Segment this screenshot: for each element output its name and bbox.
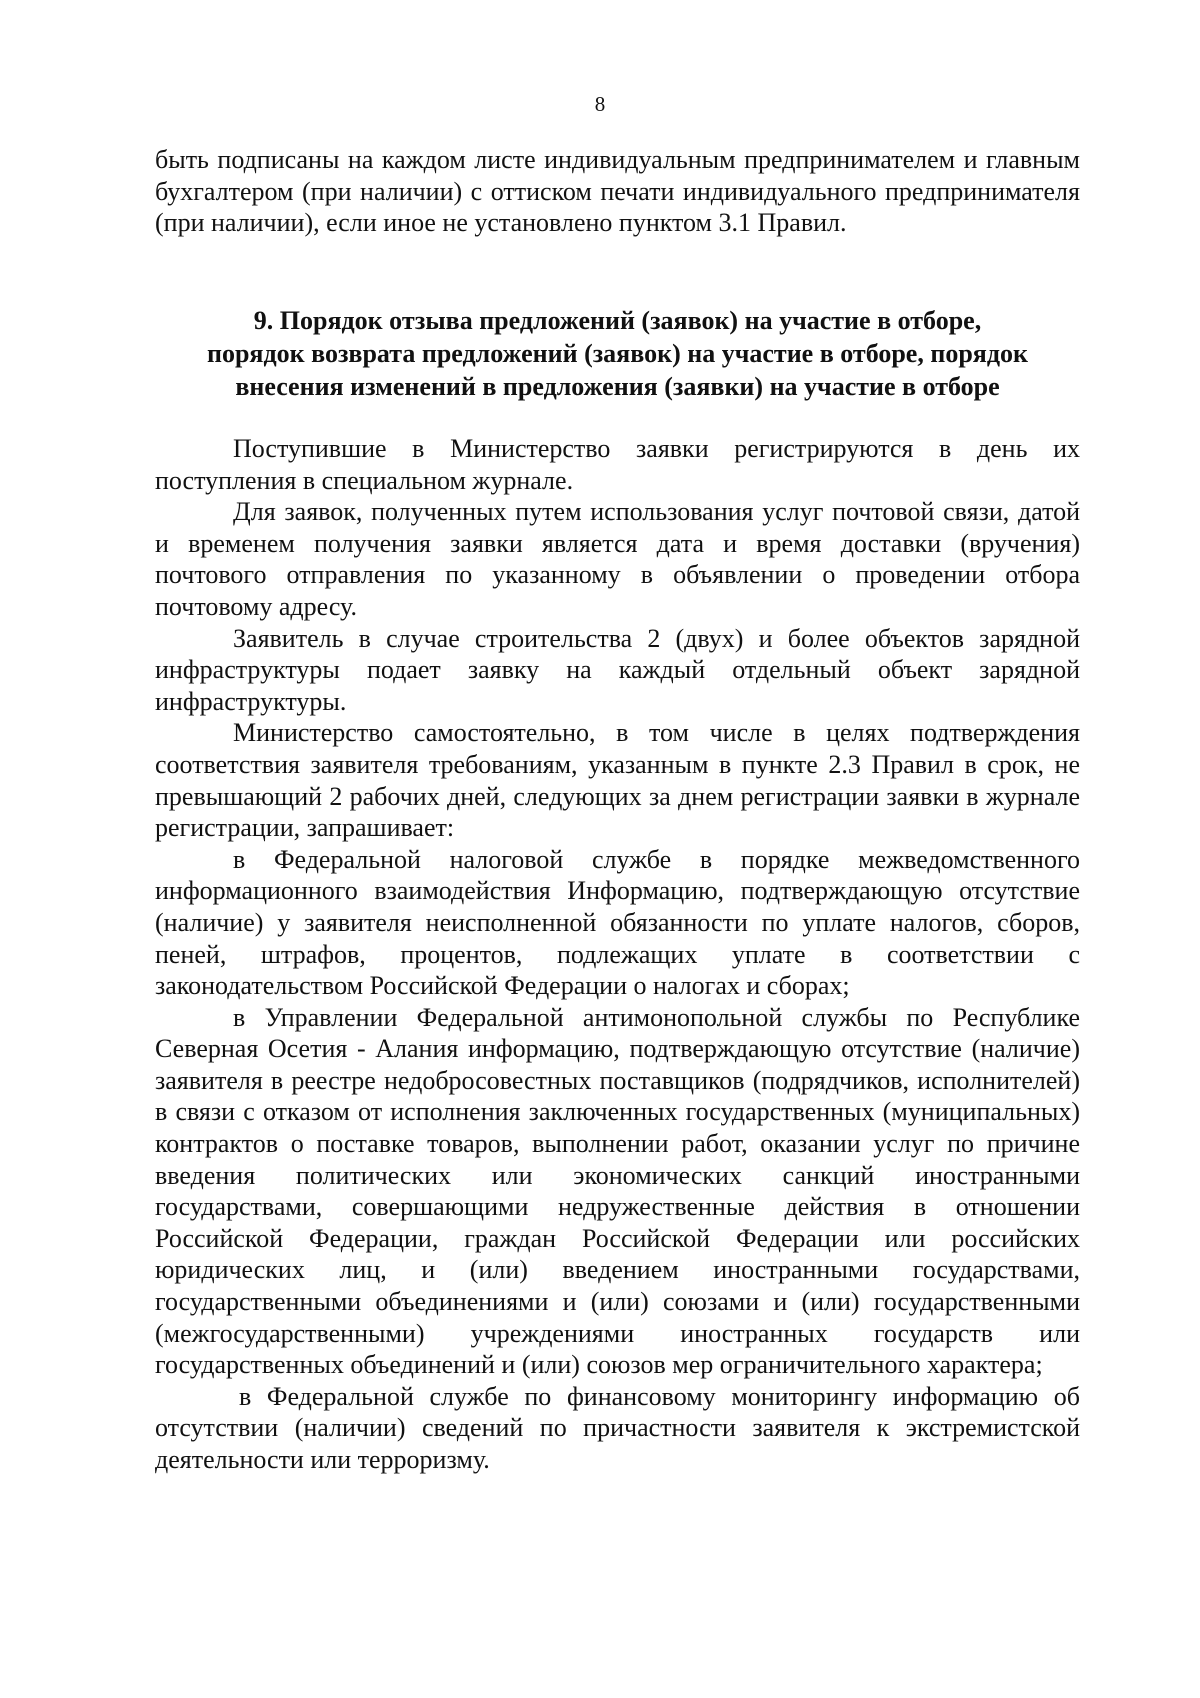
section-heading <box>155 304 1080 403</box>
paragraph-tax-service: в Федеральной налоговой службе в порядке межведомственного информационного взаимодействия Информацию, подтверждающую отсутствие (наличие) у заявителя неисполненной обязанности по уплате налогов, сборов, пеней, штрафов, процентов, подлежащих уплате в соответствии с законодательством Российской Федерации о налогах и сборах; <box>155 844 1080 1001</box>
paragraph-antimonopoly-service: в Управлении Федеральной антимонопольной службы по Республике Северная Осетия - Алания информацию, подтверждающую отсутствие (наличие) заявителя в реестре недобросовестных поставщиков (подрядчиков, исполнителей) в связи с отказом от исполнения заключенных государственных (муниципальных) контрактов о поставке товаров, выполнении работ, оказании услуг по причине введения политических или экономических санкций иностранными государствами, совершающими недружественные действия в отношении Российской Федерации, граждан Российской Федерации или российских юридических лиц, и (или) введением иностранными государствами, государственными объединениями и (или) союзами и (или) государственными (межгосударственными) учреждениями иностранных государств или государственных объединений и (или) союзов мер ограничительного характера; <box>155 1002 1080 1380</box>
paragraph-financial-monitoring: в Федеральной службе по финансовому мониторингу информацию об отсутствии (наличии) сведений по причастности заявителя к экстремистской деятельности или терроризму. <box>155 1381 1080 1474</box>
paragraph-multiple-objects: Заявитель в случае строительства 2 (двух) и более объектов зарядной инфраструктуры подает заявку на каждый отдельный объект зарядной инфраструктуры. <box>155 623 1080 716</box>
section-body <box>155 433 1080 1476</box>
paragraph-postal-applications: Для заявок, полученных путем использования услуг почтовой связи, датой и временем получения заявки является дата и время доставки (вручения) почтового отправления по указанному в объявлении о проведении отбора почтовому адресу. <box>155 497 1080 621</box>
paragraph-registration: Поступившие в Министерство заявки регистрируются в день их поступления в специальном журнале. <box>155 434 1080 495</box>
intro-paragraph: быть подписаны на каждом листе индивидуальным предпринимателем и главным бухгалтером (при наличии) с оттиском печати индивидуального предпринимателя (при наличии), если иное не установлено пунктом 3.1 Правил. <box>155 145 1080 238</box>
intro-paragraph-block <box>155 144 1080 239</box>
page-number: 8 <box>594 92 606 116</box>
section-heading-line-3: внесения изменений в предложения (заявки) на участие в отборе <box>235 372 1000 401</box>
section-heading-line-1: 9. Порядок отзыва предложений (заявок) на участие в отборе, <box>253 306 982 335</box>
section-heading-line-2: порядок возврата предложений (заявок) на участие в отборе, порядок <box>206 339 1028 368</box>
paragraph-ministry-requests: Министерство самостоятельно, в том числе в целях подтверждения соответствия заявителя требованиям, указанным в пункте 2.3 Правил в срок, не превышающий 2 рабочих дней, следующих за днем регистрации заявки в журнале регистрации, запрашивает: <box>155 718 1080 843</box>
